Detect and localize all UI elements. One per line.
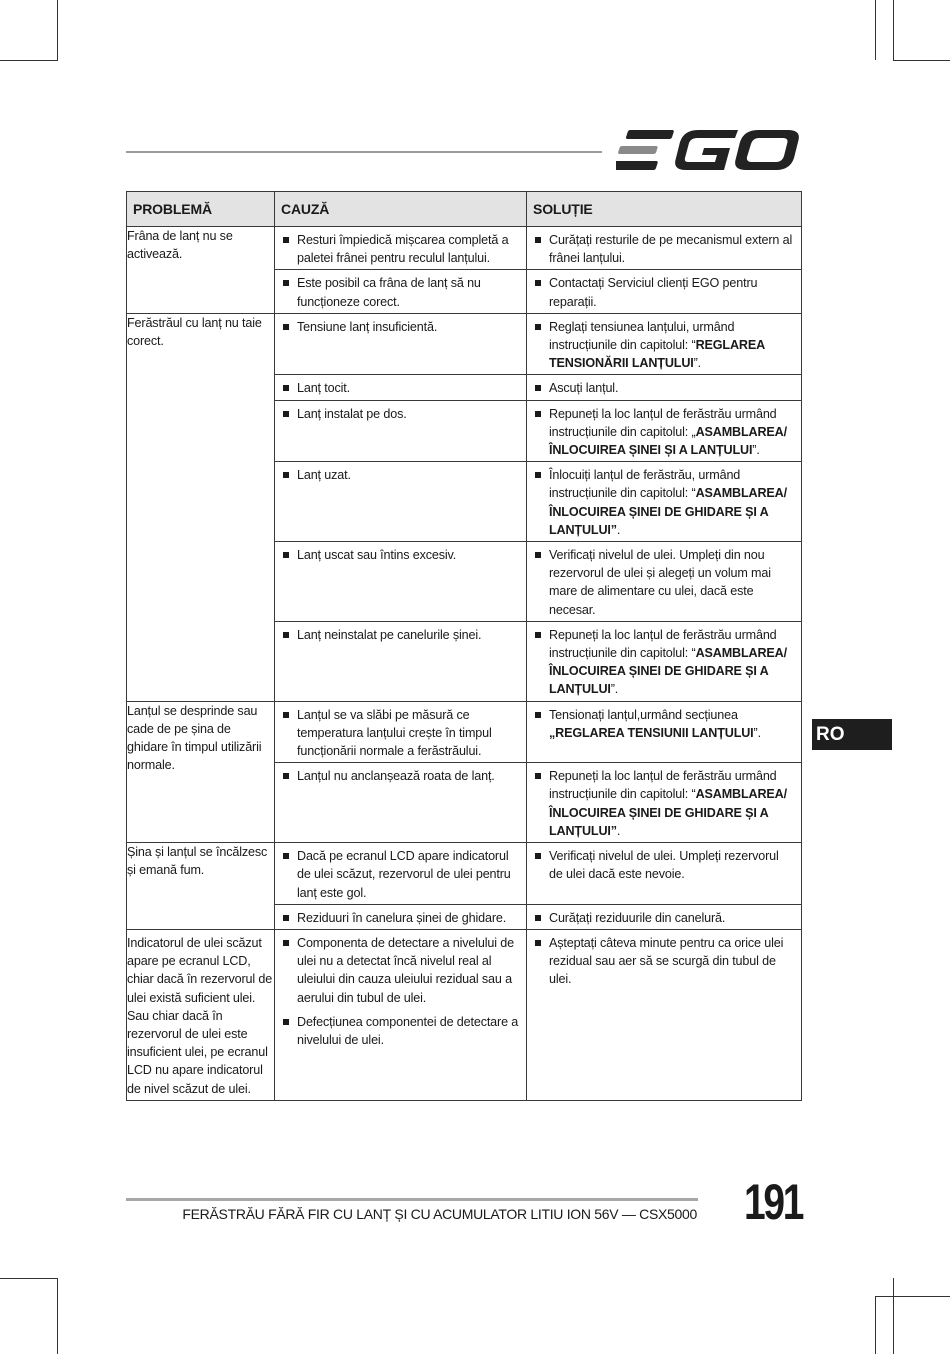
solution-cell [527, 904, 802, 929]
cause-item: Tensiune lanț insuficientă. [275, 314, 526, 338]
problem-cell: Frâna de lanț nu se activează. [127, 227, 275, 314]
crop-mark [875, 0, 876, 60]
cause-item: Reziduuri în canelura șinei de ghidare. [275, 905, 526, 929]
solution-item: Ascuți lanțul. [527, 375, 801, 399]
footer-rule [126, 1198, 698, 1201]
cause-item: Lanțul se va slăbi pe măsură ce temperatura lanțului crește în timpul funcționării normale a ferăstrăului. [275, 702, 526, 763]
crop-mark [893, 60, 950, 61]
solution-item: Contactați Serviciul clienți EGO pentru reparații. [527, 270, 801, 312]
cause-item: Este posibil ca frâna de lanț să nu funcționeze corect. [275, 270, 526, 312]
crop-mark [57, 0, 58, 60]
solution-cell [527, 400, 802, 462]
solution-cell [527, 929, 802, 1100]
crop-mark [893, 1278, 894, 1354]
crop-mark [875, 1296, 876, 1354]
cause-cell [275, 701, 527, 763]
table-row [127, 313, 802, 375]
table-header-row [127, 192, 802, 227]
cause-item: Lanț uscat sau întins excesiv. [275, 542, 526, 566]
language-tab: RO [812, 719, 892, 750]
solution-item: Așteptați câteva minute pentru ca orice ulei rezidual sau aer să se scurgă din tubul de ulei. [527, 930, 801, 991]
cause-cell [275, 375, 527, 400]
solution-item: Tensionați lanțul,urmând secțiunea „REGLAREA TENSIUNII LANȚULUI”. [527, 702, 801, 744]
solution-item: Repuneți la loc lanțul de ferăstrău urmând instrucțiunile din capitolul: “ASAMBLAREA/ ÎNLOCUIREA ȘINEI DE GHIDARE ȘI A LANȚULUI”. [527, 622, 801, 701]
crop-mark [893, 0, 894, 60]
problem-cell: Șina și lanțul se încălzesc și emană fum. [127, 843, 275, 930]
crop-mark [876, 1296, 950, 1297]
solution-cell [527, 542, 802, 622]
cause-cell [275, 621, 527, 701]
crop-mark [0, 60, 58, 61]
solution-cell [527, 462, 802, 542]
solution-cell [527, 313, 802, 375]
cause-cell [275, 462, 527, 542]
table-row [127, 843, 802, 905]
cause-cell [275, 843, 527, 905]
header-rule [126, 151, 602, 153]
ego-logo [616, 128, 800, 172]
problem-cell: Ferăstrăul cu lanț nu taie corect. [127, 313, 275, 701]
solution-cell [527, 701, 802, 763]
solution-cell [527, 621, 802, 701]
cause-item: Lanț instalat pe dos. [275, 401, 526, 425]
solution-item: Repuneți la loc lanțul de ferăstrău urmând instrucțiunile din capitolul: „ASAMBLAREA/ ÎNLOCUIREA ȘINEI ȘI A LANȚULUI”. [527, 401, 801, 462]
page-number: 191 [744, 1174, 803, 1230]
table-row [127, 227, 802, 270]
cause-cell [275, 270, 527, 313]
footer-title: FERĂSTRĂU FĂRĂ FIR CU LANȚ ȘI CU ACUMULATOR LITIU ION 56V — CSX5000 [182, 1206, 697, 1222]
solution-cell [527, 227, 802, 270]
cause-item: Lanț uzat. [275, 462, 526, 486]
solution-cell [527, 375, 802, 400]
cause-cell [275, 904, 527, 929]
cause-item: Dacă pe ecranul LCD apare indicatorul de ulei scăzut, rezervorul de ulei pentru lanț este gol. [275, 843, 526, 904]
solution-item: Curățați reziduurile din canelură. [527, 905, 801, 929]
header-solution: SOLUȚIE [527, 192, 802, 227]
solution-item: Repuneți la loc lanțul de ferăstrău urmând instrucțiunile din capitolul: “ASAMBLAREA/ ÎNLOCUIREA ȘINEI DE GHIDARE ȘI A LANȚULUI”. [527, 763, 801, 842]
solution-item: Verificați nivelul de ulei. Umpleți rezervorul de ulei dacă este nevoie. [527, 843, 801, 885]
cause-cell [275, 400, 527, 462]
cause-cell [275, 313, 527, 375]
solution-cell [527, 270, 802, 313]
solution-cell [527, 843, 802, 905]
solution-cell [527, 763, 802, 843]
cause-cell [275, 227, 527, 270]
crop-mark [0, 1278, 58, 1279]
solution-item: Verificați nivelul de ulei. Umpleți din nou rezervorul de ulei și alegeți un volum mai mare de alimentare cu ulei, dacă este necesar. [527, 542, 801, 621]
solution-item: Înlocuiți lanțul de ferăstrău, urmând instrucțiunile din capitolul: “ASAMBLAREA/ ÎNLOCUIREA ȘINEI DE GHIDARE ȘI A LANȚULUI”. [527, 462, 801, 541]
cause-cell [275, 929, 527, 1100]
cause-item: Componenta de detectare a nivelului de ulei nu a detectat încă nivelul real al uleiului din cauza uleiului rezidual sau a aerului din tubul de ulei. [275, 930, 526, 1009]
table-row [127, 701, 802, 763]
cause-item: Defecțiunea componentei de detectare a nivelului de ulei. [275, 1009, 526, 1051]
cause-item: Lanțul nu anclanșează roata de lanț. [275, 763, 526, 787]
cause-cell [275, 542, 527, 622]
table-row [127, 929, 802, 1100]
crop-mark [57, 1278, 58, 1354]
cause-cell [275, 763, 527, 843]
solution-item: Reglați tensiunea lanțului, urmând instrucțiunile din capitolul: “REGLAREA TENSIONĂRII LANȚULUI”. [527, 314, 801, 375]
header-problem: PROBLEMĂ [127, 192, 275, 227]
cause-item: Lanț neinstalat pe canelurile șinei. [275, 622, 526, 646]
cause-item: Resturi împiedică mișcarea completă a paletei frânei pentru reculul lanțului. [275, 227, 526, 269]
problem-cell: Indicatorul de ulei scăzut apare pe ecranul LCD, chiar dacă în rezervorul de ulei există suficient ulei. Sau chiar dacă în rezervorul de ulei este insuficient ulei, pe ecranul LCD nu apare indicatorul de nivel scăzut de ulei. [127, 929, 275, 1100]
solution-item: Curățați resturile de pe mecanismul extern al frânei lanțului. [527, 227, 801, 269]
cause-item: Lanț tocit. [275, 375, 526, 399]
header-cause: CAUZĂ [275, 192, 527, 227]
troubleshooting-table [126, 191, 802, 1101]
problem-cell: Lanțul se desprinde sau cade de pe șina de ghidare în timpul utilizării normale. [127, 701, 275, 842]
